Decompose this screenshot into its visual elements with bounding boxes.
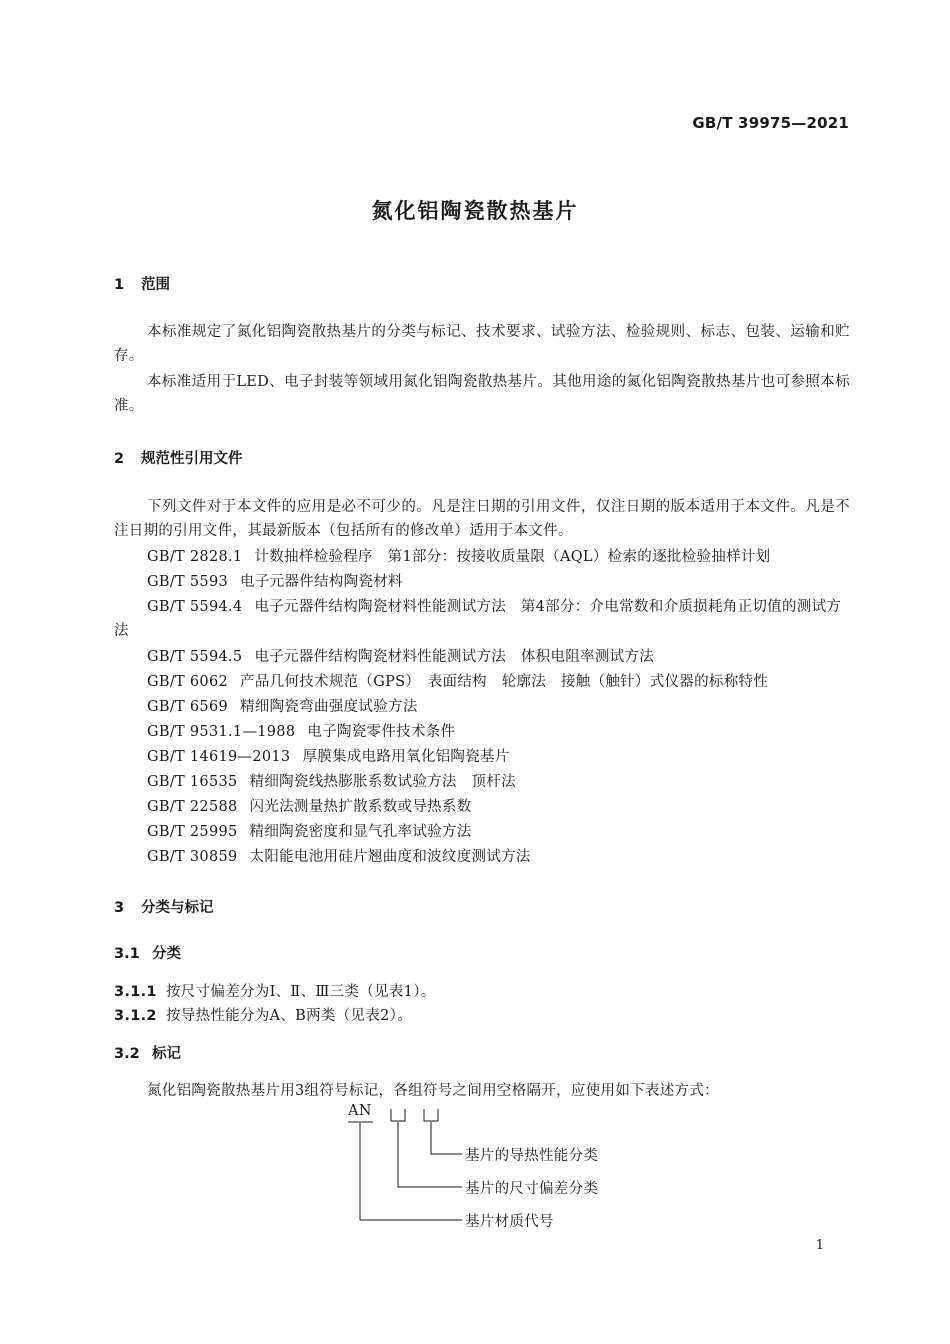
subsection-3-2-heading: [114, 1042, 181, 1063]
reference-item: [114, 595, 850, 643]
scope-paragraph-2: 本标准适用于LED、电子封装等领域用氮化铝陶瓷散热基片。其他用途的氮化铝陶瓷散热基片也可参照本标准。: [114, 374, 850, 414]
reference-item: [147, 670, 768, 691]
marking-label-material: 基片材质代号: [465, 1214, 554, 1230]
reference-code: GB/T 30859: [147, 849, 238, 865]
references-intro: 下列文件对于本文件的应用是必不可少的。凡是注日期的引用文件，仅注日期的版本适用于本文件。凡是不注日期的引用文件，其最新版本（包括所有的修改单）适用于本文件。: [114, 499, 850, 539]
section-title: 标记: [152, 1046, 181, 1062]
page-number: 1: [815, 1238, 824, 1253]
reference-item: [147, 770, 516, 791]
section-1-heading: [114, 273, 170, 294]
reference-code: GB/T 14619—2013: [147, 749, 291, 765]
reference-code: GB/T 5593: [147, 574, 229, 590]
marking-description: 氮化铝陶瓷散热基片用3组符号标记，各组符号之间用空格隔开，应使用如下表述方式：: [147, 1083, 719, 1099]
reference-code: GB/T 5594.5: [147, 649, 243, 665]
marking-label-thermal: 基片的导热性能分类: [465, 1148, 599, 1164]
reference-title: 太阳能电池用硅片翘曲度和波纹度测试方法: [249, 849, 531, 865]
clause-text: 按导热性能分为A、B两类（见表2）。: [166, 1008, 413, 1024]
reference-item: [147, 795, 472, 816]
reference-title: 产品几何技术规范（GPS） 表面结构 轮廓法 接触（触针）式仪器的标称特性: [240, 674, 769, 690]
standard-number: GB/T 39975—2021: [692, 114, 849, 132]
reference-code: GB/T 2828.1: [147, 549, 243, 565]
reference-item: [147, 745, 510, 766]
scope-paragraph-1: 本标准规定了氮化铝陶瓷散热基片的分类与标记、技术要求、试验方法、检验规则、标志、包装、运输和贮存。: [114, 324, 850, 364]
reference-item: [147, 645, 654, 666]
marking-label-size: 基片的尺寸偏差分类: [465, 1181, 599, 1197]
reference-code: GB/T 5594.4: [147, 599, 243, 615]
reference-code: GB/T 6569: [147, 699, 229, 715]
reference-item: [147, 695, 418, 716]
reference-code: GB/T 22588: [147, 799, 238, 815]
section-title: 分类与标记: [141, 900, 214, 916]
clause-text: 按尺寸偏差分为Ⅰ、Ⅱ、Ⅲ三类（见表1）。: [166, 984, 436, 1000]
clause-3-1-2: [114, 1004, 412, 1025]
reference-title: 电子陶瓷零件技术条件: [307, 724, 456, 740]
section-title: 范围: [141, 277, 170, 293]
section-title: 规范性引用文件: [141, 451, 243, 467]
marking-diagram: [340, 1100, 660, 1240]
reference-item: [147, 545, 770, 566]
reference-title: 电子元器件结构陶瓷材料性能测试方法 第4部分：介电常数和介质损耗角正切值的测试方法: [114, 599, 842, 639]
section-2-heading: [114, 447, 243, 468]
reference-title: 电子元器件结构陶瓷材料: [240, 574, 403, 590]
reference-title: 厚膜集成电路用氧化铝陶瓷基片: [302, 749, 510, 765]
marking-symbol: AN: [348, 1103, 372, 1119]
section-number: 3.1: [114, 946, 140, 962]
reference-item: [147, 845, 531, 866]
clause-3-1-1: [114, 980, 436, 1001]
reference-code: GB/T 25995: [147, 824, 238, 840]
reference-title: 电子元器件结构陶瓷材料性能测试方法 体积电阻率测试方法: [254, 649, 655, 665]
section-number: 3: [114, 900, 125, 916]
reference-item: [147, 820, 472, 841]
reference-code: GB/T 6062: [147, 674, 229, 690]
section-number: 1: [114, 277, 125, 293]
reference-title: 计数抽样检验程序 第1部分：按接收质量限（AQL）检索的逐批检验抽样计划: [254, 549, 771, 565]
reference-title: 闪光法测量热扩散系数或导热系数: [249, 799, 472, 815]
reference-code: GB/T 9531.1—1988: [147, 724, 296, 740]
section-number: 2: [114, 451, 125, 467]
reference-title: 精细陶瓷弯曲强度试验方法: [240, 699, 418, 715]
document-title: 氮化铝陶瓷散热基片: [371, 199, 579, 223]
clause-number: 3.1.2: [114, 1008, 157, 1024]
section-title: 分类: [152, 946, 181, 962]
reference-item: [147, 570, 403, 591]
section-number: 3.2: [114, 1046, 140, 1062]
section-3-heading: [114, 896, 214, 917]
clause-number: 3.1.1: [114, 984, 157, 1000]
reference-title: 精细陶瓷密度和显气孔率试验方法: [249, 824, 472, 840]
subsection-3-1-heading: [114, 942, 181, 963]
reference-code: GB/T 16535: [147, 774, 238, 790]
reference-item: [147, 720, 455, 741]
reference-title: 精细陶瓷线热膨胀系数试验方法 顶杆法: [249, 774, 516, 790]
